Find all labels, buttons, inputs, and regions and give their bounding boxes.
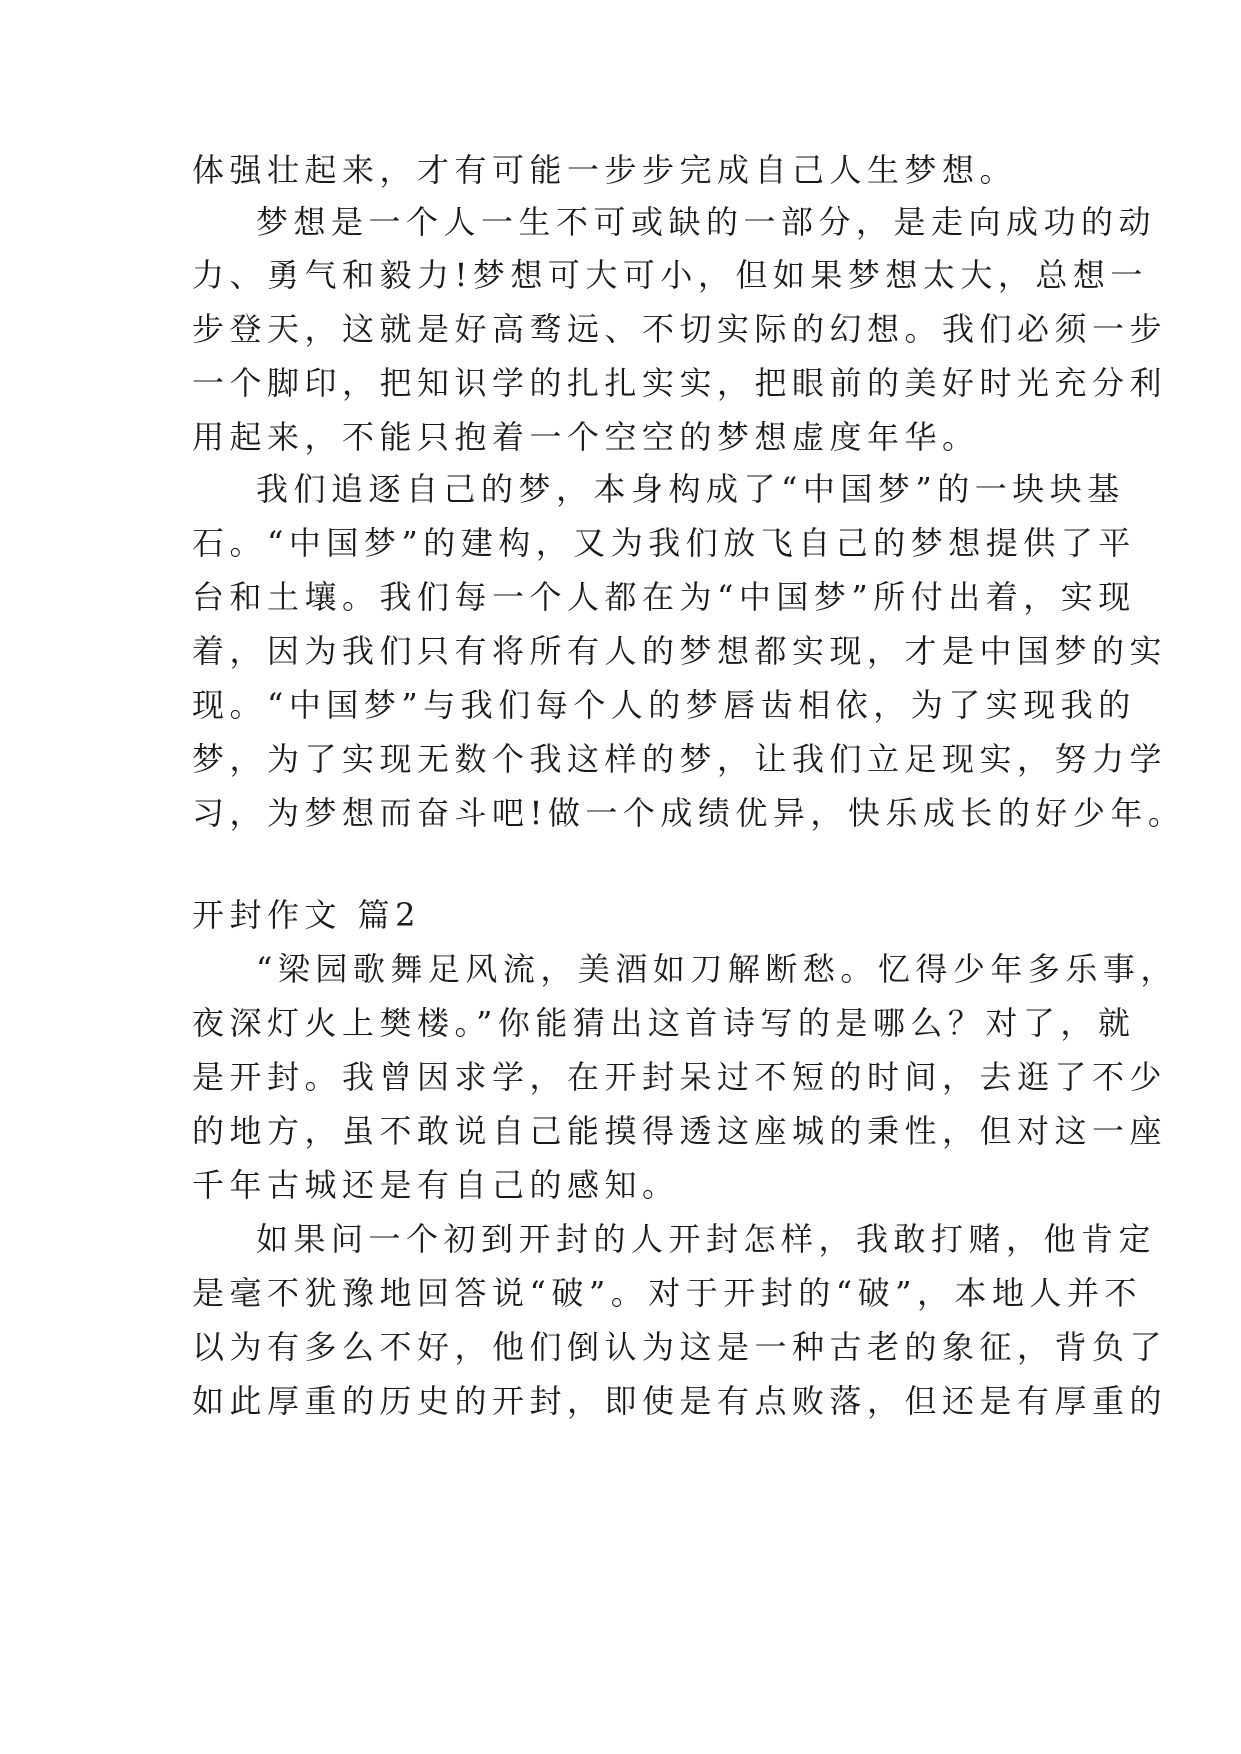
paragraph-line: 着，因为我们只有将所有人的梦想都实现，才是中国梦的实: [192, 632, 1168, 670]
paragraph-line: “梁园歌舞足风流，美酒如刀解断愁。忆得少年多乐事，: [256, 950, 1178, 988]
paragraph-line: 现。“中国梦”与我们每个人的梦唇齿相依，为了实现我的: [192, 686, 1136, 724]
paragraph-line: 夜深灯火上樊楼。”你能猜出这首诗写的是哪么？对了，就: [192, 1004, 1136, 1042]
paragraph-line: 台和土壤。我们每一个人都在为“中国梦”所付出着，实现: [192, 578, 1136, 616]
paragraph-line: 力、勇气和毅力!梦想可大可小，但如果梦想太大，总想一: [192, 256, 1148, 294]
paragraph-line: 用起来，不能只抱着一个空空的梦想虚度年华。: [192, 418, 980, 456]
paragraph-line: 习，为梦想而奋斗吧!做一个成绩优异，快乐成长的好少年。: [192, 794, 1186, 832]
paragraph-line: 以为有多么不好，他们倒认为这是一种古老的象征，背负了: [192, 1328, 1168, 1366]
paragraph-line: 步登天，这就是好高骛远、不切实际的幻想。我们必须一步: [192, 310, 1168, 348]
paragraph-line: 的地方，虽不敢说自己能摸得透这座城的秉性，但对这一座: [192, 1112, 1168, 1150]
paragraph-line: 千年古城还是有自己的感知。: [192, 1166, 680, 1204]
section-heading: 开封作文 篇2: [192, 896, 422, 934]
paragraph-line: 梦，为了实现无数个我这样的梦，让我们立足现实，努力学: [192, 740, 1168, 778]
paragraph-line: 如此厚重的历史的开封，即使是有点败落，但还是有厚重的: [192, 1382, 1168, 1420]
paragraph-line: 如果问一个初到开封的人开封怎样，我敢打赌，他肯定: [256, 1220, 1157, 1258]
paragraph-line: 是开封。我曾因求学，在开封呆过不短的时间，去逛了不少: [192, 1058, 1168, 1096]
paragraph-line: 一个脚印，把知识学的扎扎实实，把眼前的美好时光充分利: [192, 364, 1168, 402]
paragraph-line: 是毫不犹豫地回答说“破”。对于开封的“破”，本地人并不: [192, 1274, 1142, 1312]
paragraph-line: 我们追逐自己的梦，本身构成了“中国梦”的一块块基: [256, 470, 1125, 508]
paragraph-line: 石。“中国梦”的建构，又为我们放飞自己的梦想提供了平: [192, 524, 1136, 562]
paragraph-line: 梦想是一个人一生不可或缺的一部分，是走向成功的动: [256, 203, 1157, 241]
paragraph-line: 体强壮起来，才有可能一步步完成自己人生梦想。: [192, 151, 1018, 189]
